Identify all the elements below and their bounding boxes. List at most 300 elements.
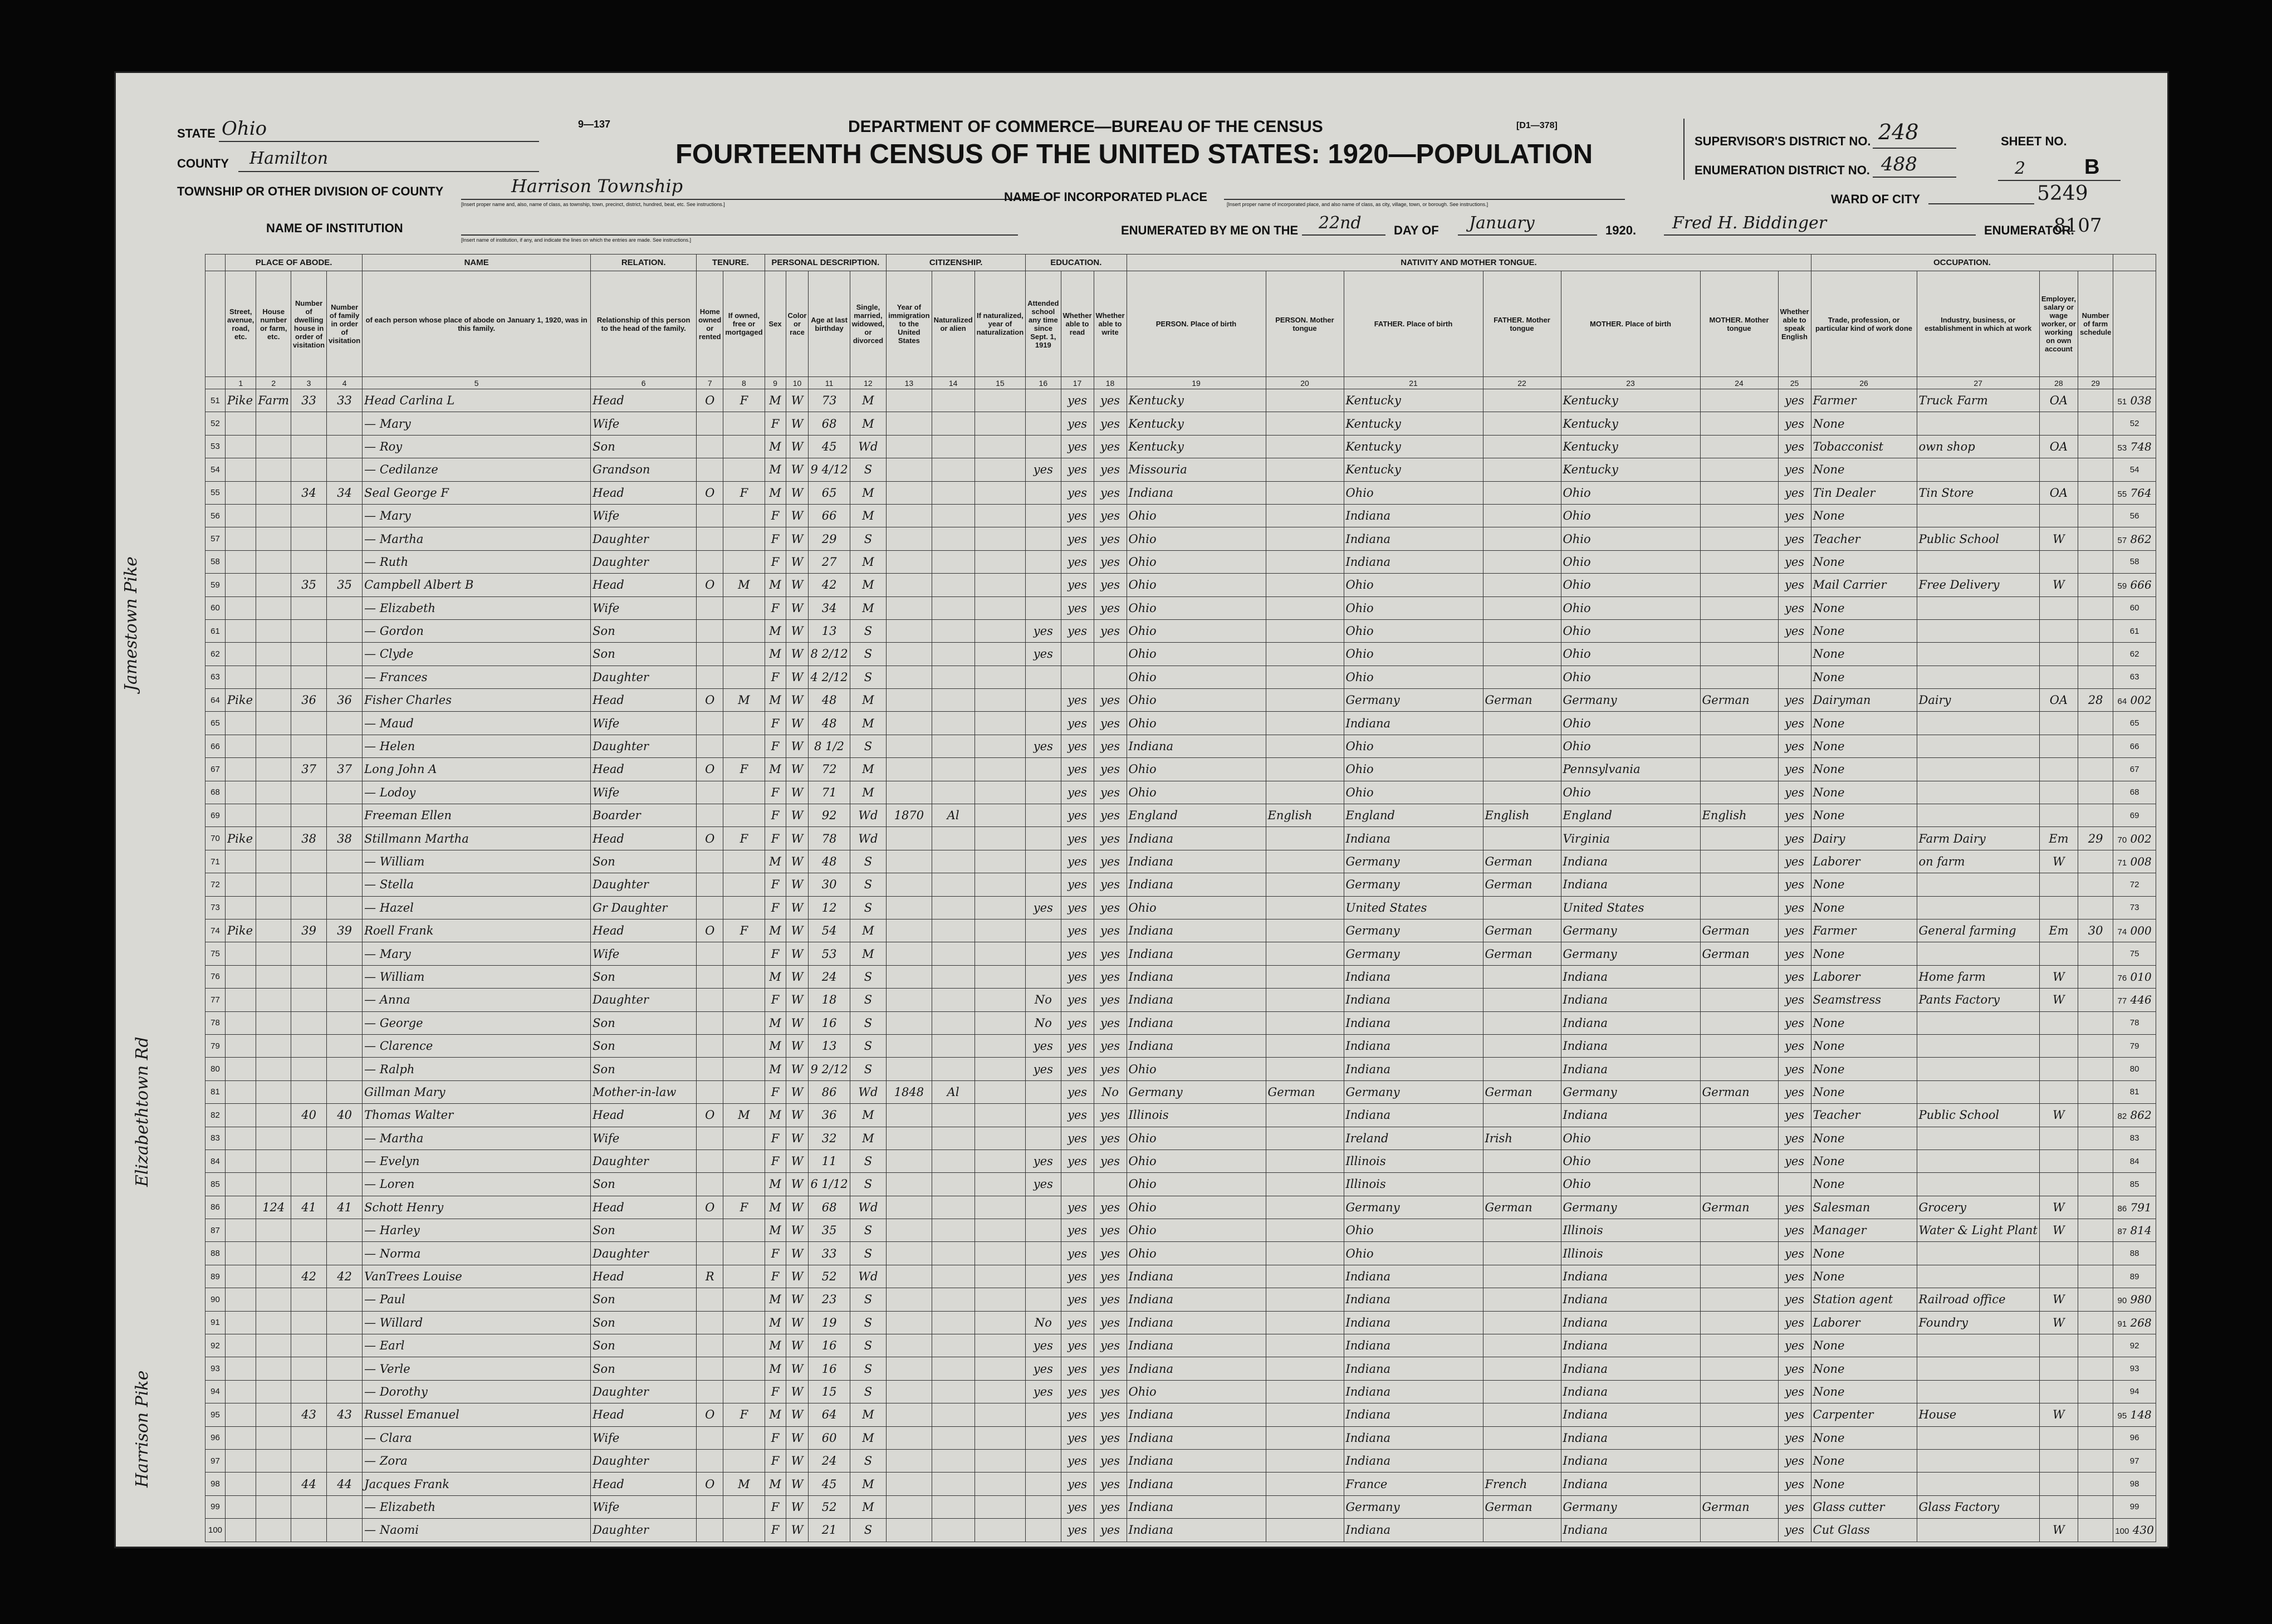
line-number: 79 bbox=[205, 1034, 226, 1057]
cell-col-20 bbox=[1266, 896, 1344, 919]
cell-col-6: Daughter bbox=[591, 989, 697, 1011]
cell-col-12: S bbox=[850, 666, 887, 688]
cell-col-13 bbox=[887, 527, 932, 550]
occupation-code: 748 bbox=[2127, 439, 2152, 453]
cell-col-17: yes bbox=[1061, 1519, 1094, 1542]
cell-col-20 bbox=[1266, 1104, 1344, 1127]
cell-col-22 bbox=[1483, 965, 1561, 988]
cell-col-20 bbox=[1266, 596, 1344, 619]
column-header-27: Industry, business, or establishment in which at work bbox=[1917, 271, 2039, 377]
cell-col-25: yes bbox=[1778, 435, 1811, 458]
cell-col-24: German bbox=[1700, 919, 1778, 942]
cell-col-6: Wife bbox=[591, 781, 697, 804]
cell-col-10: W bbox=[786, 619, 809, 642]
column-number-27: 27 bbox=[1917, 377, 2039, 389]
right-line-cell bbox=[2113, 1288, 2156, 1311]
line-number: 74 bbox=[205, 919, 226, 942]
cell-col-23: Indiana bbox=[1561, 1519, 1700, 1542]
occupation-code: 764 bbox=[2127, 486, 2152, 500]
table-row bbox=[205, 804, 2156, 827]
cell-col-8 bbox=[723, 435, 765, 458]
cell-col-23: Indiana bbox=[1561, 1011, 1700, 1034]
cell-col-14 bbox=[932, 1196, 975, 1219]
cell-col-9: M bbox=[765, 574, 786, 596]
cell-col-5: — Frances bbox=[363, 666, 591, 688]
cell-col-8 bbox=[723, 527, 765, 550]
cell-col-14 bbox=[932, 666, 975, 688]
cell-col-26: None bbox=[1811, 1334, 1917, 1357]
right-line-cell bbox=[2113, 504, 2156, 527]
cell-col-4 bbox=[327, 643, 363, 666]
cell-col-13 bbox=[887, 942, 932, 965]
cell-col-27 bbox=[1917, 643, 2039, 666]
cell-col-10: W bbox=[786, 643, 809, 666]
cell-col-26: Teacher bbox=[1811, 1104, 1917, 1127]
cell-col-13 bbox=[887, 1311, 932, 1334]
enumerated-label: ENUMERATED BY ME ON THE bbox=[1121, 223, 1299, 237]
table-row bbox=[205, 458, 2156, 481]
cell-col-6: Daughter bbox=[591, 1380, 697, 1403]
cell-col-22 bbox=[1483, 1149, 1561, 1172]
cell-col-21: Germany bbox=[1344, 873, 1483, 896]
cell-col-14 bbox=[932, 619, 975, 642]
cell-col-23: Ohio bbox=[1561, 1127, 1700, 1149]
cell-col-2 bbox=[256, 1403, 291, 1426]
cell-col-3 bbox=[291, 550, 327, 573]
cell-col-7: O bbox=[697, 389, 723, 412]
cell-col-15 bbox=[975, 1265, 1026, 1288]
cell-col-15 bbox=[975, 850, 1026, 873]
cell-col-1 bbox=[226, 850, 256, 873]
cell-col-26: Farmer bbox=[1811, 389, 1917, 412]
cell-col-3 bbox=[291, 1058, 327, 1080]
township-underline bbox=[461, 199, 1051, 200]
cell-col-26: None bbox=[1811, 1242, 1917, 1265]
cell-col-19: Ohio bbox=[1127, 550, 1266, 573]
cell-col-24 bbox=[1700, 735, 1778, 757]
cell-col-2 bbox=[256, 596, 291, 619]
cell-col-2 bbox=[256, 1127, 291, 1149]
cell-col-1 bbox=[226, 1265, 256, 1288]
cell-col-14 bbox=[932, 1449, 975, 1472]
cell-col-18: yes bbox=[1094, 504, 1127, 527]
cell-col-3 bbox=[291, 619, 327, 642]
cell-col-27: on farm bbox=[1917, 850, 2039, 873]
table-row bbox=[205, 919, 2156, 942]
cell-col-14 bbox=[932, 1334, 975, 1357]
cell-col-21: Kentucky bbox=[1344, 412, 1483, 435]
cell-col-22 bbox=[1483, 1449, 1561, 1472]
cell-col-7 bbox=[697, 1357, 723, 1380]
cell-col-8 bbox=[723, 735, 765, 757]
cell-col-21: England bbox=[1344, 804, 1483, 827]
right-line-cell bbox=[2113, 1495, 2156, 1518]
cell-col-26: None bbox=[1811, 504, 1917, 527]
cell-col-1 bbox=[226, 1449, 256, 1472]
column-number-21: 21 bbox=[1344, 377, 1483, 389]
cell-col-2 bbox=[256, 1242, 291, 1265]
cell-col-10: W bbox=[786, 896, 809, 919]
cell-col-15 bbox=[975, 919, 1026, 942]
cell-col-27 bbox=[1917, 942, 2039, 965]
cell-col-25: yes bbox=[1778, 1242, 1811, 1265]
cell-col-12: Wd bbox=[850, 1080, 887, 1103]
enumerator-label: ENUMERATOR. bbox=[1984, 223, 2074, 237]
cell-col-17: yes bbox=[1061, 619, 1094, 642]
right-line-cell bbox=[2113, 1265, 2156, 1288]
cell-col-6: Son bbox=[591, 1219, 697, 1242]
cell-col-15 bbox=[975, 1311, 1026, 1334]
cell-col-3 bbox=[291, 896, 327, 919]
cell-col-18: yes bbox=[1094, 781, 1127, 804]
cell-col-20 bbox=[1266, 919, 1344, 942]
cell-col-25: yes bbox=[1778, 1449, 1811, 1472]
cell-col-22 bbox=[1483, 1519, 1561, 1542]
line-number: 69 bbox=[205, 804, 226, 827]
cell-col-14 bbox=[932, 689, 975, 712]
cell-col-10: W bbox=[786, 1495, 809, 1518]
cell-col-4 bbox=[327, 412, 363, 435]
cell-col-18: yes bbox=[1094, 619, 1127, 642]
cell-col-23: Indiana bbox=[1561, 1426, 1700, 1449]
township-value: Harrison Township bbox=[511, 175, 683, 197]
cell-col-19: Indiana bbox=[1127, 1403, 1266, 1426]
right-line-cell bbox=[2113, 619, 2156, 642]
cell-col-14 bbox=[932, 1173, 975, 1196]
cell-col-12: M bbox=[850, 412, 887, 435]
cell-col-26: Tin Dealer bbox=[1811, 481, 1917, 504]
cell-col-25 bbox=[1778, 666, 1811, 688]
cell-col-10: W bbox=[786, 458, 809, 481]
cell-col-8 bbox=[723, 1334, 765, 1357]
cell-col-21: France bbox=[1344, 1473, 1483, 1495]
cell-col-15 bbox=[975, 989, 1026, 1011]
cell-col-22 bbox=[1483, 504, 1561, 527]
cell-col-14 bbox=[932, 1357, 975, 1380]
cell-col-22 bbox=[1483, 1034, 1561, 1057]
cell-col-6: Daughter bbox=[591, 666, 697, 688]
cell-col-22 bbox=[1483, 643, 1561, 666]
cell-col-10: W bbox=[786, 1242, 809, 1265]
column-number-5: 5 bbox=[363, 377, 591, 389]
cell-col-12: S bbox=[850, 1034, 887, 1057]
cell-col-18: yes bbox=[1094, 1473, 1127, 1495]
cell-col-9: M bbox=[765, 1357, 786, 1380]
cell-col-17: yes bbox=[1061, 1127, 1094, 1149]
right-line-cell bbox=[2113, 481, 2156, 504]
cell-col-21: Germany bbox=[1344, 689, 1483, 712]
cell-col-5: — Roy bbox=[363, 435, 591, 458]
cell-col-26: None bbox=[1811, 458, 1917, 481]
cell-col-17 bbox=[1061, 666, 1094, 688]
cell-col-16 bbox=[1026, 1219, 1061, 1242]
cell-col-14 bbox=[932, 1011, 975, 1034]
cell-col-21: Germany bbox=[1344, 1196, 1483, 1219]
cell-col-1: Pike bbox=[226, 689, 256, 712]
cell-col-4: 42 bbox=[327, 1265, 363, 1288]
cell-col-25: yes bbox=[1778, 1149, 1811, 1172]
cell-col-16 bbox=[1026, 1426, 1061, 1449]
group-blank-right bbox=[2113, 255, 2156, 271]
cell-col-24 bbox=[1700, 389, 1778, 412]
cell-col-17: yes bbox=[1061, 758, 1094, 781]
cell-col-12: Wd bbox=[850, 435, 887, 458]
cell-col-17: yes bbox=[1061, 435, 1094, 458]
cell-col-19: Ohio bbox=[1127, 1058, 1266, 1080]
cell-col-27 bbox=[1917, 804, 2039, 827]
cell-col-25: yes bbox=[1778, 735, 1811, 757]
cell-col-22 bbox=[1483, 1173, 1561, 1196]
cell-col-11: 18 bbox=[809, 989, 850, 1011]
cell-col-24 bbox=[1700, 643, 1778, 666]
cell-col-11: 8 2/12 bbox=[809, 643, 850, 666]
cell-col-16 bbox=[1026, 1403, 1061, 1426]
cell-col-29 bbox=[2078, 1311, 2113, 1334]
column-header-12: Single, married, widowed, or divorced bbox=[850, 271, 887, 377]
cell-col-21: Illinois bbox=[1344, 1149, 1483, 1172]
cell-col-8 bbox=[723, 458, 765, 481]
cell-col-1 bbox=[226, 735, 256, 757]
cell-col-19: Ohio bbox=[1127, 1149, 1266, 1172]
stamp-number-b: 8107 bbox=[2054, 214, 2102, 237]
cell-col-2 bbox=[256, 481, 291, 504]
cell-col-7 bbox=[697, 712, 723, 735]
right-line-cell bbox=[2113, 550, 2156, 573]
cell-col-21: Ohio bbox=[1344, 758, 1483, 781]
cell-col-9: M bbox=[765, 435, 786, 458]
cell-col-23: Illinois bbox=[1561, 1219, 1700, 1242]
cell-col-25: yes bbox=[1778, 712, 1811, 735]
cell-col-3: 39 bbox=[291, 919, 327, 942]
cell-col-19: Indiana bbox=[1127, 1426, 1266, 1449]
column-number-22: 22 bbox=[1483, 377, 1561, 389]
cell-col-6: Head bbox=[591, 1265, 697, 1288]
cell-col-24 bbox=[1700, 1519, 1778, 1542]
cell-col-1: Pike bbox=[226, 919, 256, 942]
cell-col-27 bbox=[1917, 1265, 2039, 1288]
cell-col-9: M bbox=[765, 965, 786, 988]
margin-note-top: Jamestown Pike bbox=[121, 556, 141, 691]
cell-col-29 bbox=[2078, 1473, 2113, 1495]
cell-col-19: Ohio bbox=[1127, 1242, 1266, 1265]
column-group-4: TENURE. bbox=[697, 255, 765, 271]
cell-col-10: W bbox=[786, 965, 809, 988]
right-line-cell bbox=[2113, 1034, 2156, 1057]
table-row bbox=[205, 758, 2156, 781]
cell-col-4 bbox=[327, 619, 363, 642]
cell-col-11: 71 bbox=[809, 781, 850, 804]
cell-col-12: S bbox=[850, 1449, 887, 1472]
cell-col-25: yes bbox=[1778, 1473, 1811, 1495]
cell-col-24 bbox=[1700, 1449, 1778, 1472]
cell-col-5: — George bbox=[363, 1011, 591, 1034]
state-value: Ohio bbox=[222, 118, 267, 140]
cell-col-28 bbox=[2039, 735, 2078, 757]
cell-col-15 bbox=[975, 619, 1026, 642]
line-number: 96 bbox=[205, 1426, 226, 1449]
cell-col-15 bbox=[975, 574, 1026, 596]
cell-col-23: England bbox=[1561, 804, 1700, 827]
cell-col-9: F bbox=[765, 735, 786, 757]
cell-col-12: S bbox=[850, 965, 887, 988]
cell-col-13 bbox=[887, 1127, 932, 1149]
cell-col-12: M bbox=[850, 550, 887, 573]
cell-col-28: OA bbox=[2039, 689, 2078, 712]
cell-col-8 bbox=[723, 1265, 765, 1288]
cell-col-14 bbox=[932, 1403, 975, 1426]
cell-col-20 bbox=[1266, 1288, 1344, 1311]
cell-col-29 bbox=[2078, 781, 2113, 804]
cell-col-28: W bbox=[2039, 1219, 2078, 1242]
cell-col-2 bbox=[256, 1219, 291, 1242]
cell-col-6: Daughter bbox=[591, 1242, 697, 1265]
cell-col-3 bbox=[291, 1034, 327, 1057]
cell-col-28 bbox=[2039, 1058, 2078, 1080]
cell-col-20 bbox=[1266, 1403, 1344, 1426]
cell-col-13 bbox=[887, 989, 932, 1011]
cell-col-1 bbox=[226, 458, 256, 481]
cell-col-11: 9 2/12 bbox=[809, 1058, 850, 1080]
right-line-cell bbox=[2113, 596, 2156, 619]
cell-col-29 bbox=[2078, 389, 2113, 412]
column-header-16: Attended school any time since Sept. 1, 1919 bbox=[1026, 271, 1061, 377]
cell-col-3 bbox=[291, 1380, 327, 1403]
cell-col-21: Indiana bbox=[1344, 1426, 1483, 1449]
table-row bbox=[205, 873, 2156, 896]
column-number-16: 16 bbox=[1026, 377, 1061, 389]
cell-col-13 bbox=[887, 1288, 932, 1311]
cell-col-5: Seal George F bbox=[363, 481, 591, 504]
cell-col-2 bbox=[256, 712, 291, 735]
cell-col-18: yes bbox=[1094, 1357, 1127, 1380]
cell-col-24 bbox=[1700, 850, 1778, 873]
line-number: 89 bbox=[205, 1265, 226, 1288]
cell-col-14 bbox=[932, 827, 975, 850]
cell-col-25: yes bbox=[1778, 1311, 1811, 1334]
cell-col-5: — William bbox=[363, 850, 591, 873]
column-number-25: 25 bbox=[1778, 377, 1811, 389]
cell-col-4 bbox=[327, 1495, 363, 1518]
cell-col-29 bbox=[2078, 804, 2113, 827]
cell-col-2 bbox=[256, 1149, 291, 1172]
cell-col-4 bbox=[327, 873, 363, 896]
right-line-number: 81 bbox=[2129, 1087, 2139, 1097]
cell-col-17: yes bbox=[1061, 1288, 1094, 1311]
cell-col-29 bbox=[2078, 758, 2113, 781]
cell-col-8 bbox=[723, 1311, 765, 1334]
cell-col-7: O bbox=[697, 1473, 723, 1495]
cell-col-25: yes bbox=[1778, 596, 1811, 619]
cell-col-19: Ohio bbox=[1127, 896, 1266, 919]
cell-col-12: M bbox=[850, 504, 887, 527]
cell-col-2 bbox=[256, 758, 291, 781]
cell-col-18: yes bbox=[1094, 1196, 1127, 1219]
cell-col-24 bbox=[1700, 827, 1778, 850]
cell-col-7 bbox=[697, 1426, 723, 1449]
cell-col-22: German bbox=[1483, 873, 1561, 896]
line-number: 78 bbox=[205, 1011, 226, 1034]
cell-col-11: 32 bbox=[809, 1127, 850, 1149]
cell-col-12: S bbox=[850, 1288, 887, 1311]
enumerator-name: Fred H. Biddinger bbox=[1672, 213, 1827, 233]
cell-col-21: Ireland bbox=[1344, 1127, 1483, 1149]
cell-col-22 bbox=[1483, 1011, 1561, 1034]
cell-col-22 bbox=[1483, 596, 1561, 619]
ed-underline bbox=[1873, 177, 1956, 178]
cell-col-23: Germany bbox=[1561, 942, 1700, 965]
right-line-number: 76 bbox=[2117, 973, 2127, 983]
right-line-cell bbox=[2113, 1149, 2156, 1172]
cell-col-19: Ohio bbox=[1127, 643, 1266, 666]
cell-col-12: S bbox=[850, 1058, 887, 1080]
cell-col-11: 53 bbox=[809, 942, 850, 965]
cell-col-19: Ohio bbox=[1127, 1380, 1266, 1403]
cell-col-15 bbox=[975, 504, 1026, 527]
population-table bbox=[205, 254, 2156, 1542]
cell-col-21: Ohio bbox=[1344, 666, 1483, 688]
cell-col-15 bbox=[975, 1473, 1026, 1495]
cell-col-14 bbox=[932, 758, 975, 781]
cell-col-17: yes bbox=[1061, 1403, 1094, 1426]
cell-col-8 bbox=[723, 1173, 765, 1196]
cell-col-1 bbox=[226, 1288, 256, 1311]
cell-col-26: None bbox=[1811, 781, 1917, 804]
ward-label: WARD OF CITY bbox=[1831, 192, 1921, 206]
cell-col-28 bbox=[2039, 1149, 2078, 1172]
cell-col-9: F bbox=[765, 1449, 786, 1472]
cell-col-7: O bbox=[697, 1196, 723, 1219]
cell-col-15 bbox=[975, 1357, 1026, 1380]
cell-col-29 bbox=[2078, 1495, 2113, 1518]
cell-col-9: F bbox=[765, 781, 786, 804]
line-number: 58 bbox=[205, 550, 226, 573]
cell-col-22: German bbox=[1483, 942, 1561, 965]
cell-col-18: yes bbox=[1094, 527, 1127, 550]
cell-col-12: M bbox=[850, 1127, 887, 1149]
cell-col-11: 29 bbox=[809, 527, 850, 550]
right-line-cell bbox=[2113, 1080, 2156, 1103]
line-number: 54 bbox=[205, 458, 226, 481]
table-row bbox=[205, 781, 2156, 804]
cell-col-16: No bbox=[1026, 989, 1061, 1011]
cell-col-27: Tin Store bbox=[1917, 481, 2039, 504]
cell-col-24 bbox=[1700, 873, 1778, 896]
cell-col-6: Son bbox=[591, 1058, 697, 1080]
cell-col-12: M bbox=[850, 1403, 887, 1426]
cell-col-23: Indiana bbox=[1561, 1380, 1700, 1403]
cell-col-24 bbox=[1700, 1011, 1778, 1034]
cell-col-16 bbox=[1026, 965, 1061, 988]
column-header-14: Naturalized or alien bbox=[932, 271, 975, 377]
cell-col-22 bbox=[1483, 1242, 1561, 1265]
cell-col-27: Dairy bbox=[1917, 689, 2039, 712]
cell-col-23: Illinois bbox=[1561, 1242, 1700, 1265]
cell-col-19: Indiana bbox=[1127, 989, 1266, 1011]
cell-col-4 bbox=[327, 1127, 363, 1149]
cell-col-16 bbox=[1026, 689, 1061, 712]
cell-col-4: 38 bbox=[327, 827, 363, 850]
census-title: FOURTEENTH CENSUS OF THE UNITED STATES: 1920—POPULATION bbox=[675, 139, 1593, 169]
right-line-number: 79 bbox=[2129, 1041, 2139, 1051]
right-line-cell bbox=[2113, 435, 2156, 458]
line-number: 83 bbox=[205, 1127, 226, 1149]
cell-col-19: Ohio bbox=[1127, 1173, 1266, 1196]
cell-col-24: German bbox=[1700, 942, 1778, 965]
line-number: 62 bbox=[205, 643, 226, 666]
table-row bbox=[205, 1449, 2156, 1472]
cell-col-16 bbox=[1026, 804, 1061, 827]
cell-col-14 bbox=[932, 389, 975, 412]
